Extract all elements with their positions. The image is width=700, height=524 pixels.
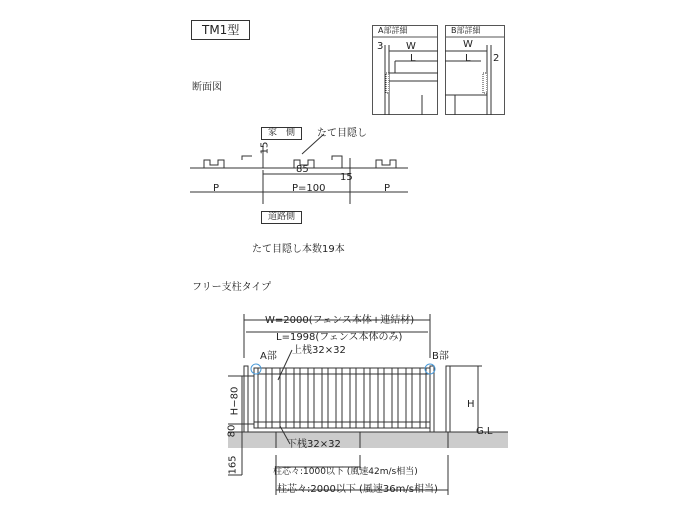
p-center-label: P=100 bbox=[292, 183, 326, 194]
detail-b-panel bbox=[445, 25, 505, 115]
detail-a-title: A部詳細 bbox=[378, 26, 408, 35]
dim-85: 85 bbox=[296, 164, 309, 175]
detail-a-num: 3 bbox=[377, 41, 384, 52]
l-dimension-label: L=1998(フェンス本体のみ) bbox=[276, 332, 403, 343]
house-side-label: 家 側 bbox=[261, 127, 302, 140]
dim-80-label: 80 bbox=[226, 424, 238, 438]
detail-a-w: W bbox=[406, 41, 416, 52]
type-title: TM1型 bbox=[191, 20, 250, 40]
section-heading: 断面図 bbox=[192, 82, 222, 93]
detail-b-title: B部詳細 bbox=[451, 26, 481, 35]
a-part-label: A部 bbox=[260, 351, 277, 362]
count-note: たて目隠し本数19本 bbox=[252, 244, 345, 255]
detail-a-l: L bbox=[410, 53, 416, 64]
detail-b-num: 2 bbox=[493, 53, 500, 64]
dim-15-horizontal: 15 bbox=[340, 172, 353, 183]
gl-label: G.L bbox=[476, 426, 493, 437]
dim-165-label: 165 bbox=[227, 455, 239, 475]
detail-a-drawing bbox=[372, 25, 438, 115]
h-minus-80-label: H−80 bbox=[229, 386, 241, 416]
h-label: H bbox=[467, 399, 475, 410]
b-part-label: B部 bbox=[432, 351, 449, 362]
detail-b-w: W bbox=[463, 39, 473, 50]
top-rail-label: 上桟32×32 bbox=[292, 345, 346, 356]
post-spacing-1000: 柱芯々:1000以下 (風速42m/s相当) bbox=[273, 467, 418, 477]
bottom-rail-label: 下桟32×32 bbox=[287, 439, 341, 450]
post-spacing-2000: 柱芯々:2000以下 (風速36m/s相当) bbox=[277, 484, 438, 495]
p-right-label: P bbox=[384, 183, 391, 194]
w-dimension-label: W=2000(フェンス本体+連結材) bbox=[265, 315, 415, 326]
detail-b-drawing bbox=[445, 25, 505, 115]
detail-a-panel bbox=[372, 25, 438, 115]
elevation-heading: フリー支柱タイプ bbox=[192, 282, 272, 293]
road-side-label: 道路側 bbox=[261, 211, 302, 224]
dim-15-vertical: 15 bbox=[259, 141, 271, 155]
p-left-label: P bbox=[213, 183, 220, 194]
tate-mekakushi-label: たて目隠し bbox=[317, 128, 367, 139]
detail-b-l: L bbox=[465, 53, 471, 64]
